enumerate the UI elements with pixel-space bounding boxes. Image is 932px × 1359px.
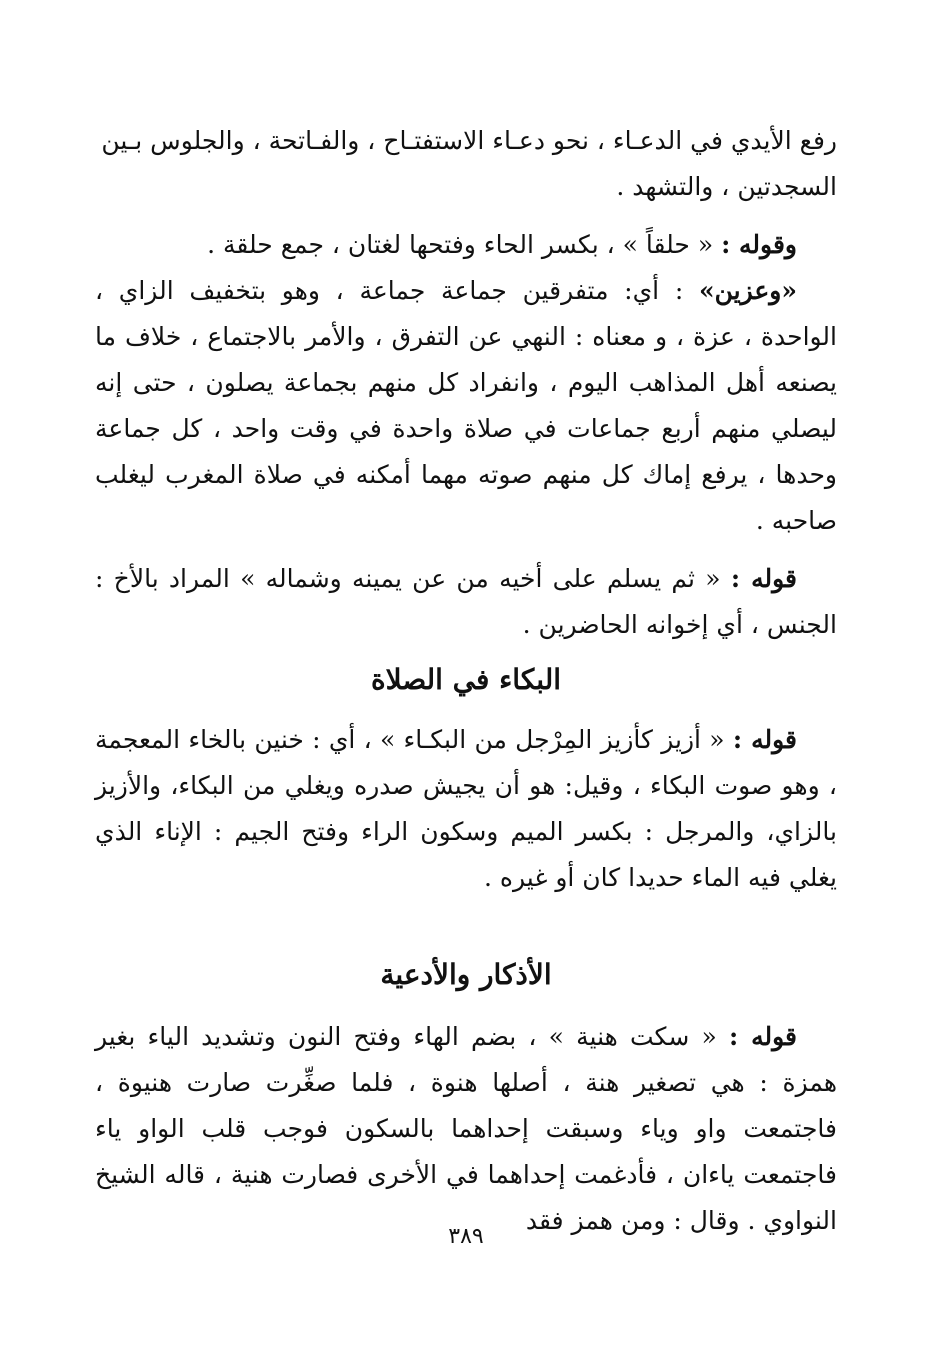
paragraph-halaqan — [95, 222, 837, 268]
keyword: قوله : — [728, 1022, 797, 1051]
section-heading: الأذكار والأدعية — [380, 958, 552, 991]
paragraph-text: « ثم يسلم على أخيه من عن يمينه وشماله » المراد بالأخ : الجنس ، أي إخوانه الحاضرين . — [95, 564, 837, 639]
paragraph-aziz — [95, 717, 837, 901]
paragraph-text: : أي: متفرقين جماعة جماعة ، وهو بتخفيف الزاي ، الواحدة ، عزة ، و معناه : النهي عن التفرق ، والأمر بالاجتماع ، خلاف ما يصنعه أهل المذاهب اليوم ، وانفراد كل منهم بجماعة يصلون ، حتى إنه ليصلي منهم أربع جماعات في صلاة واحدة في وقت واحد ، كل جماعة وحدها ، يرفع إماك كل منهم صوته مهما أمكنه في صلاة المغرب ليغلب صاحبه . — [95, 276, 837, 535]
paragraph-line: السجدتين ، والتشهد . — [616, 172, 837, 201]
section-heading: البكاء في الصلاة — [370, 663, 562, 696]
keyword: «وعزين» — [698, 276, 797, 305]
paragraph-line: رفع الأيدي في الدعـاء ، نحو دعـاء الاستفتـاح ، والفـاتحة ، والجلوس بـين — [101, 126, 837, 155]
paragraph-hunayya — [95, 1014, 837, 1244]
paragraph-text: « أزيز كأزيز المِرْجل من البكـاء » ، أي : خنين بالخاء المعجمة ، وهو صوت البكاء ، وقيل: هو أن يجيش صدره ويغلي من البكاء، والأزيز بالزاي، والمرجل : بكسر الميم وسكون الراء وفتح الجيم : الإناء الذي يغلي فيه الماء حديدا كان أو غيره . — [95, 725, 837, 892]
paragraph-text: « سكت هنية » ، بضم الهاء وفتح النون وتشديد الياء بغير همزة : هي تصغير هنة ، أصلها هنوة ، فلما صغِّرت صارت هنيوة ، فاجتمعت واو وياء وسبقت إحداهما بالسكون فوجب قلب الواو ياء فاجتمعت ياءان ، فأدغمت إحداهما في الأخرى فصارت هنية ، قاله الشيخ النواوي . وقال : ومن همز فقد — [95, 1022, 837, 1235]
paragraph-yusallim — [95, 556, 837, 648]
section-1-body — [95, 717, 837, 901]
paragraph-continuation — [95, 118, 837, 210]
page-number: ٣٨٩ — [448, 1224, 484, 1249]
keyword: قوله : — [730, 564, 797, 593]
keyword: قوله : — [732, 725, 797, 754]
paragraph-text: « حلقاً » ، بكسر الحاء وفتحها لغتان ، جمع حلقة . — [207, 230, 714, 259]
paragraph-izin — [95, 268, 837, 544]
opening-paragraphs — [95, 118, 837, 648]
keyword: وقوله : — [721, 230, 797, 259]
section-2-body — [95, 1014, 837, 1244]
